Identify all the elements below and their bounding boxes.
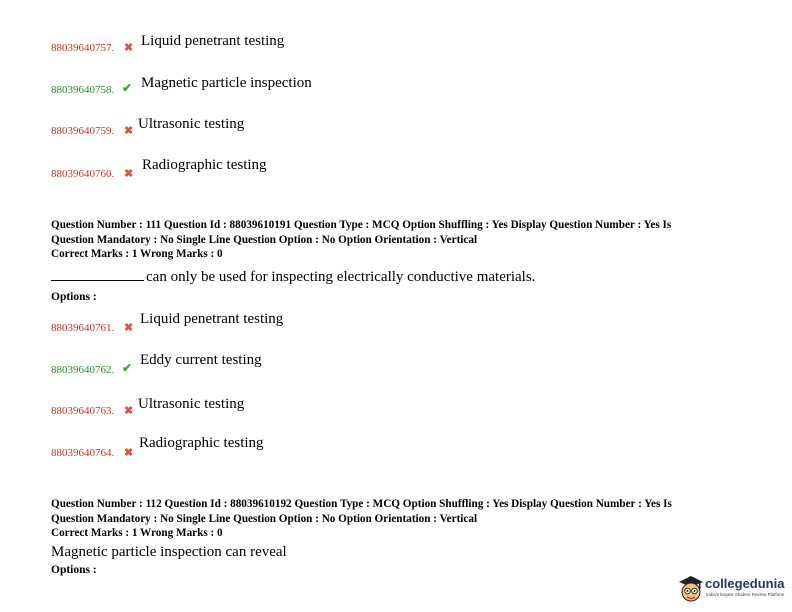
cross-icon: ✖ (124, 405, 134, 417)
question-body: can only be used for inspecting electrically conductive materials. (146, 269, 536, 285)
option-id: 88039640761. (51, 322, 115, 334)
meta-line: Question Mandatory : No Single Line Question Option : No Option Orientation : Vertical (51, 512, 478, 525)
option-text: Radiographic testing (142, 157, 267, 173)
option-id: 88039640760. (51, 168, 115, 180)
meta-line: Question Number : 112 Question Id : 88039610192 Question Type : MCQ Option Shuffling : Yes Display Question Number : Yes Is (51, 498, 672, 510)
option-id: 88039640763. (51, 405, 115, 417)
question-text (51, 267, 535, 286)
option-text: Magnetic particle inspection (141, 75, 312, 91)
cross-icon: ✖ (124, 42, 134, 54)
question-text: Magnetic particle inspection can reveal (51, 544, 287, 560)
marks-line: Correct Marks : 1 Wrong Marks : 0 (51, 248, 223, 261)
logo-wordmark: collegedunia (705, 576, 785, 591)
option-text: Eddy current testing (140, 352, 262, 368)
cross-icon: ✖ (124, 322, 134, 334)
option-id: 88039640764. (51, 447, 115, 459)
meta-line: Question Mandatory : No Single Line Question Option : No Option Orientation : Vertical (51, 233, 478, 246)
check-icon: ✔ (122, 81, 133, 95)
cross-icon: ✖ (124, 125, 134, 137)
fill-blank (51, 267, 144, 281)
logo-tagline: India's largest Student Review Platform (706, 592, 785, 597)
option-id: 88039640759. (51, 125, 115, 137)
option-text: Liquid penetrant testing (141, 33, 285, 49)
option-id: 88039640762. (51, 364, 115, 376)
option-text: Ultrasonic testing (138, 116, 245, 132)
option-text: Liquid penetrant testing (140, 311, 284, 327)
mascot-icon (676, 572, 706, 606)
cross-icon: ✖ (124, 447, 134, 459)
question-meta (51, 497, 751, 541)
meta-line: Question Number : 111 Question Id : 88039610191 Question Type : MCQ Option Shuffling : Yes Display Question Number : Yes Is (51, 219, 672, 231)
option-id: 88039640758. (51, 84, 115, 96)
cross-icon: ✖ (124, 168, 134, 180)
marks-line: Correct Marks : 1 Wrong Marks : 0 (51, 527, 223, 540)
question-meta (51, 218, 751, 262)
option-text: Radiographic testing (139, 435, 264, 451)
options-label: Options : (51, 291, 97, 303)
check-icon: ✔ (122, 361, 133, 375)
option-id: 88039640757. (51, 42, 115, 54)
options-label: Options : (51, 564, 97, 576)
collegedunia-logo (676, 572, 788, 606)
option-text: Ultrasonic testing (138, 396, 245, 412)
